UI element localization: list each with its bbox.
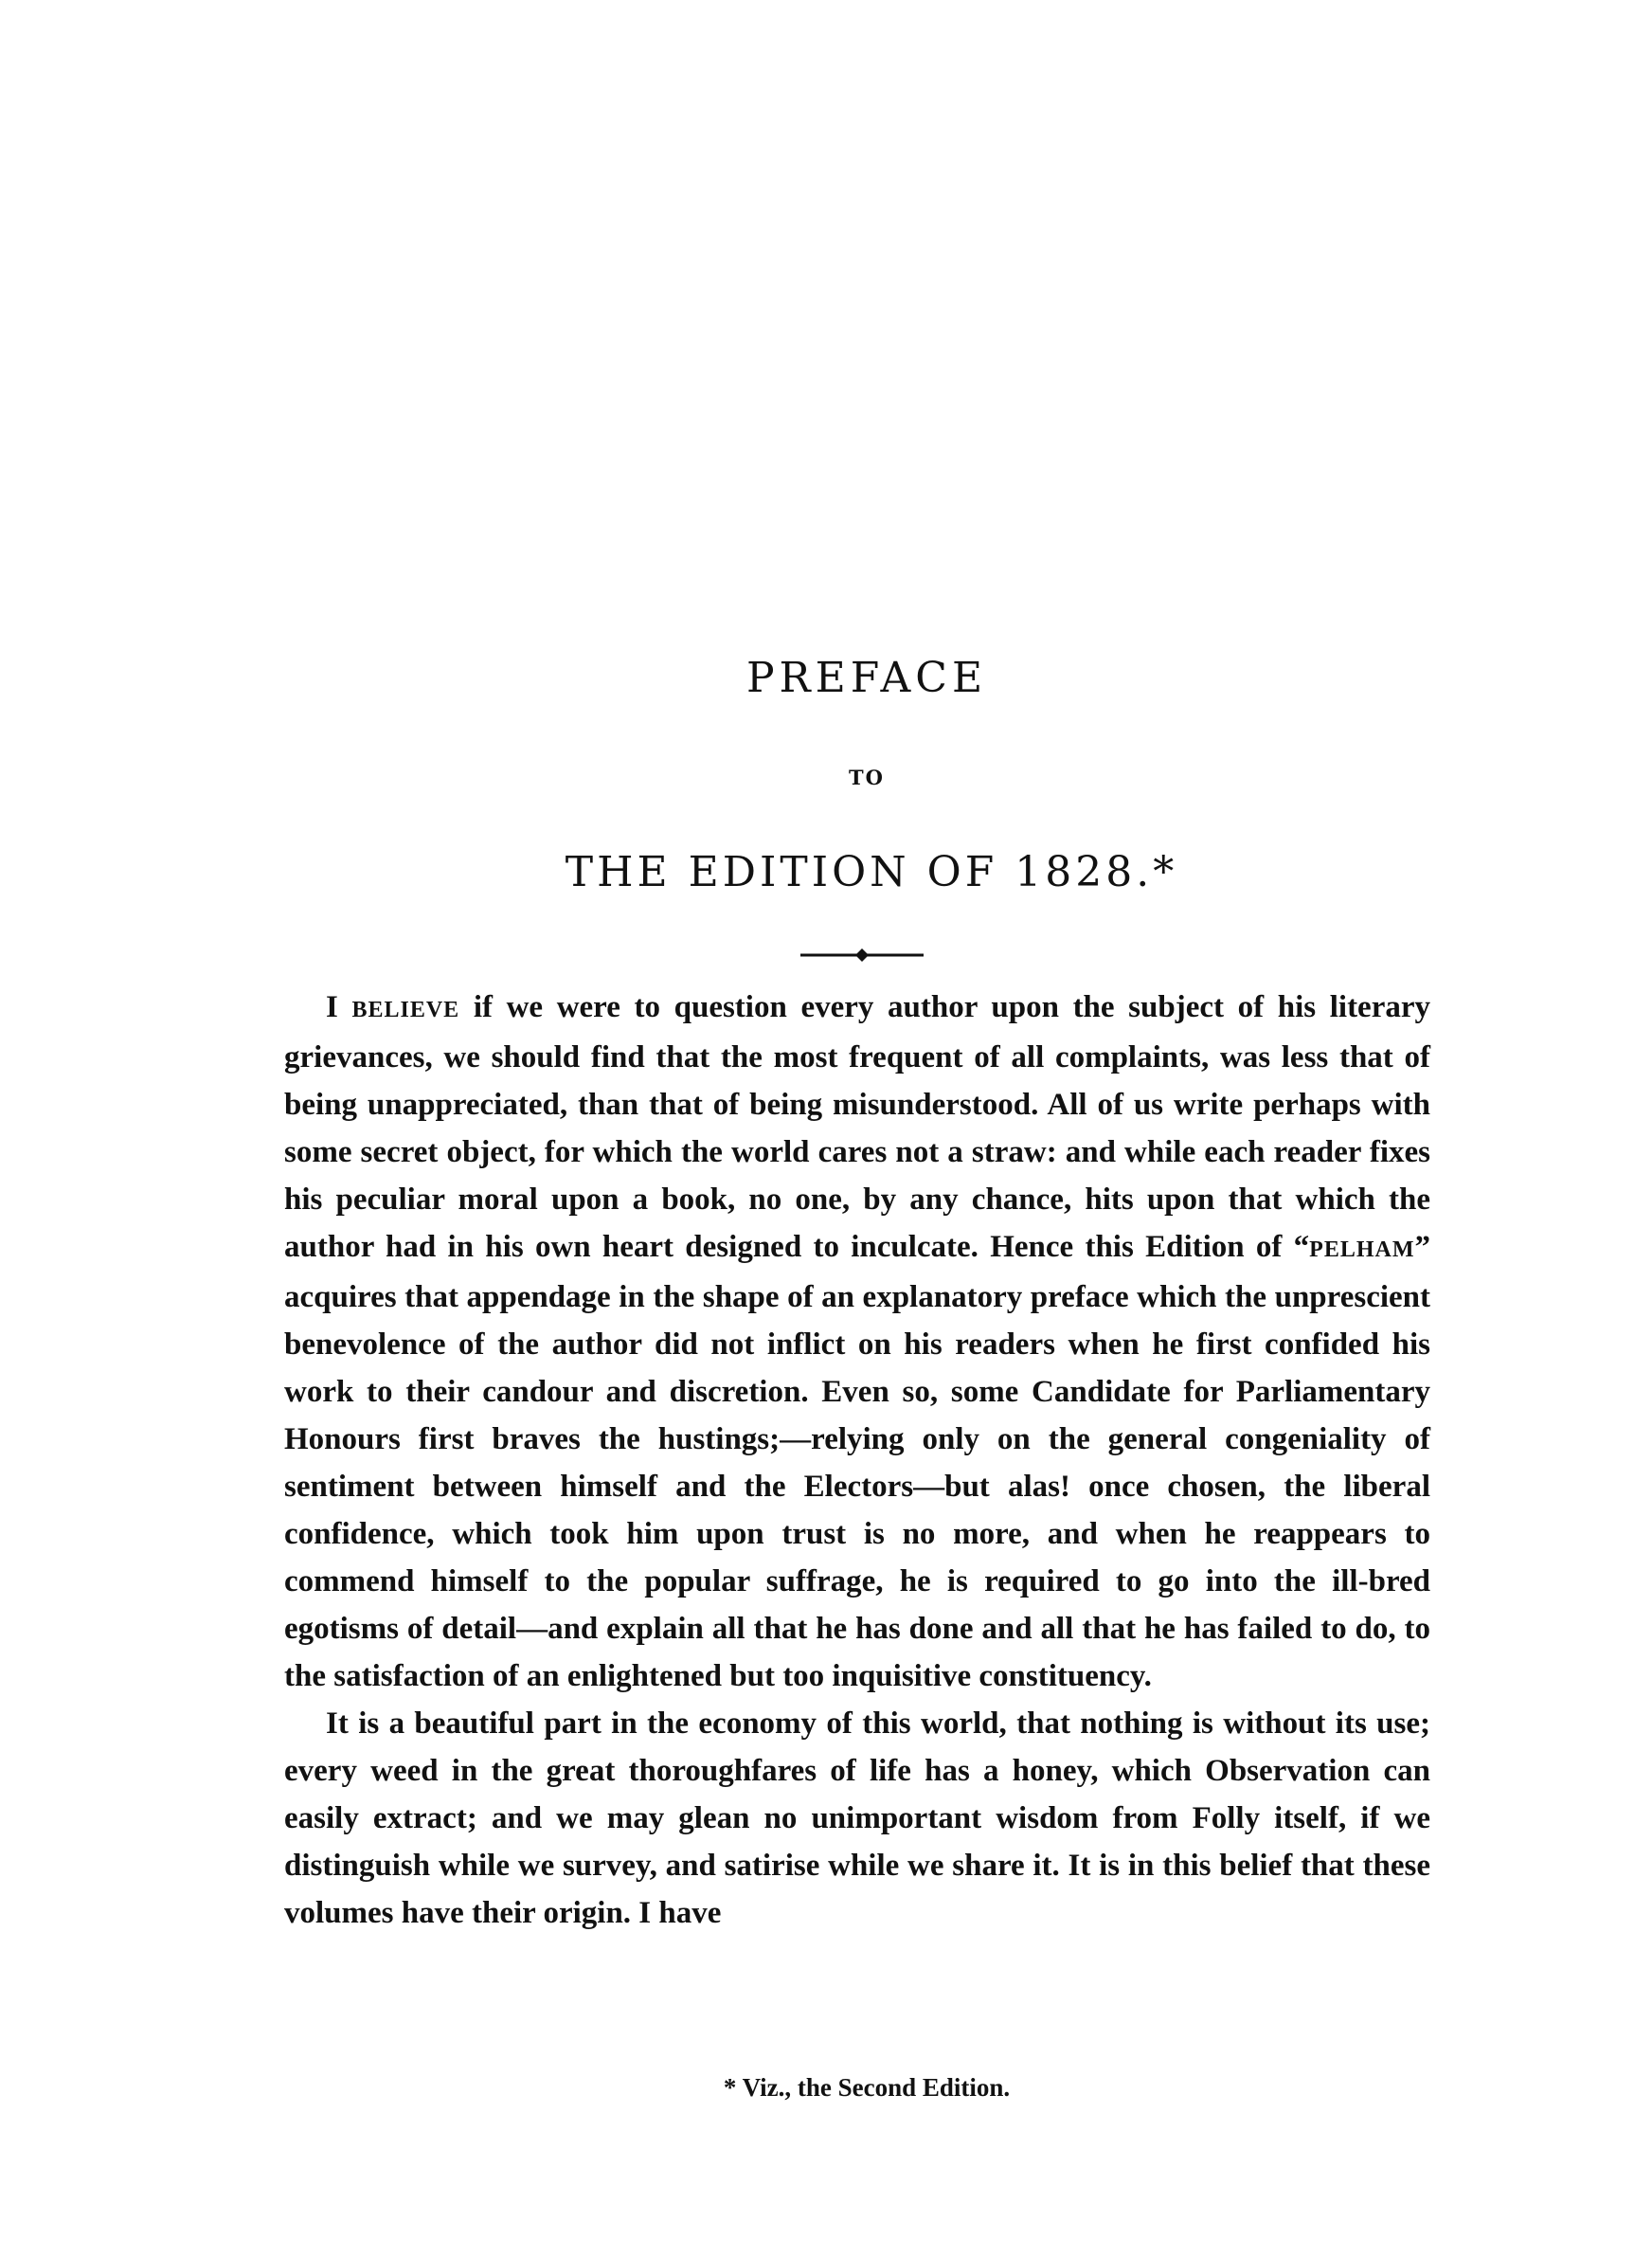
paragraph-2: It is a beautiful part in the economy of this world, that nothing is without its use; every weed in the great thoroughfares of life has a honey, which Observation can easily extract; and we may glean no unimportant wisdom from Folly itself, if we distinguish while we survey, and satirise while we share it. It is in this belief that these volumes have their origin. I have [284,1706,1430,1930]
page-subtitle: THE EDITION OF 1828.* [565,848,1178,896]
title-connector: TO [849,766,885,789]
paragraph-1 [284,984,1430,1700]
lead-smallcaps: BELIEVE [351,998,460,1022]
divider-ornament [800,946,924,965]
paragraph-1-text-a: if we were to question every author upon the subject of his literary grievances, we should find that the most frequent of all complaints, was less that of being unappreciated, than that of being misunderstood. All of us write perhaps with some secret object, for which the world cares not a straw: and while each reader fixes his peculiar moral upon a book, no one, by any chance, hits upon that which the author had in his own heart designed to inculcate. Hence this Edition of “ [284,990,1430,1264]
book-title-smallcaps: PELHAM [1309,1237,1415,1262]
lead-word: I [326,990,338,1024]
preface-body [284,984,1430,1937]
paragraph-1-text-b: ” acquires that appendage in the shape of an explanatory preface which the unprescient benevolence of the author did not inflict on his readers when he first confided his work to their candour and discretion. Even so, some Candidate for Parliamentary Honours first braves the hustings;—relying only on the general congeniality of sentiment between himself and the Electors—but alas! once chosen, the liberal confidence, which took him upon trust is no more, and when he reappears to commend himself to the popular suffrage, he is required to go into the ill-bred egotisms of detail—and explain all that he has done and all that he has failed to do, to the satisfaction of an enlightened but too inquisitive constituency. [284,1230,1430,1693]
page-title: PREFACE [745,654,988,702]
footnote: * Viz., the Second Edition. [723,2073,1011,2102]
